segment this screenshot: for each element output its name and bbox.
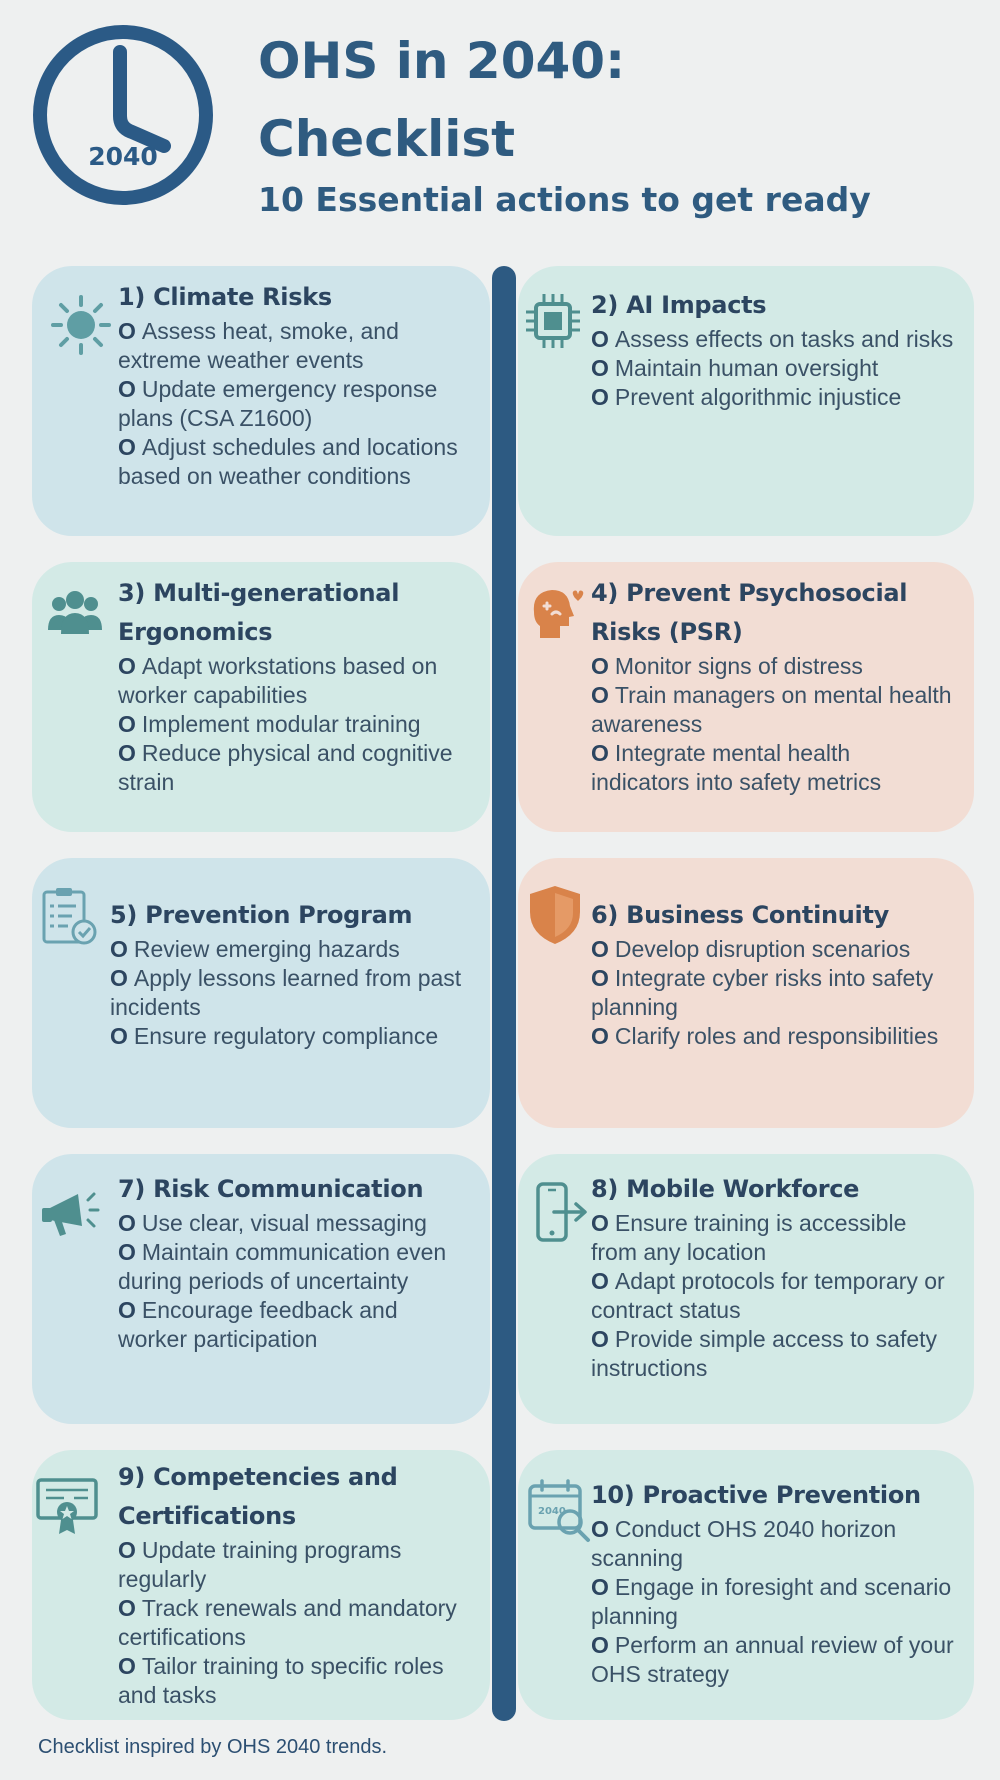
checklist-item: O Engage in foresight and scenario planning [591,1574,952,1629]
card-proactive-prevention [518,1450,974,1720]
certificate-icon [36,1476,98,1538]
checkbox-mark: O [591,1574,609,1600]
clock-logo [32,24,214,206]
checkbox-mark: O [118,376,136,402]
card-prevention-program [32,858,490,1128]
checklist-item: O Monitor signs of distress [591,653,863,679]
checklist-item: O Assess heat, smoke, and extreme weather events [118,318,399,373]
card-climate-risks [32,266,490,536]
card-competencies-certifications [32,1450,490,1720]
checklist-item: O Reduce physical and cognitive strain [118,740,453,795]
card-title: 6) Business Continuity [591,901,890,929]
checklist-item: O Prevent algorithmic injustice [591,384,902,410]
card-title: 8) Mobile Workforce [591,1175,860,1203]
clipboard-checklist-icon [38,886,100,948]
checklist-item: O Tailor training to specific roles and tasks [118,1653,444,1708]
card-title: 7) Risk Communication [118,1175,424,1203]
checklist-item: O Update emergency response plans (CSA Z1600) [118,376,438,431]
calendar-search-icon [526,1478,596,1548]
checklist-item: O Maintain human oversight [591,355,879,381]
checklist-item: O Clarify roles and responsibilities [591,1023,939,1049]
checklist-item: O Adjust schedules and locations based on weather conditions [118,434,458,489]
checkbox-mark: O [118,1297,136,1323]
checkbox-mark: O [118,711,136,737]
checkbox-mark: O [110,1023,128,1049]
checklist-item: O Update training programs regularly [118,1537,402,1592]
page-title [258,22,978,178]
checkbox-mark: O [118,1537,136,1563]
checklist-item: O Perform an annual review of your OHS strategy [591,1632,954,1687]
checkbox-mark: O [118,653,136,679]
checkbox-mark: O [110,965,128,991]
checkbox-mark: O [591,1632,609,1658]
megaphone-icon [38,1182,100,1244]
checklist-item: O Ensure regulatory compliance [110,1023,439,1049]
checkbox-mark: O [591,326,609,352]
title-line-2: Checklist [258,110,516,168]
checklist-item: O Adapt protocols for temporary or contract status [591,1268,945,1323]
checklist-item: O Use clear, visual messaging [118,1210,427,1236]
clock-icon [32,24,214,206]
checklist-item: O Adapt workstations based on worker capabilities [118,653,438,708]
checklist-item: O Integrate cyber risks into safety planning [591,965,934,1020]
checkbox-mark: O [118,318,136,344]
shield-icon [524,884,586,946]
checkbox-mark: O [591,1023,609,1049]
footer-note: Checklist inspired by OHS 2040 trends. [38,1736,388,1758]
checklist-item: O Integrate mental health indicators into safety metrics [591,740,882,795]
checklist-item: O Develop disruption scenarios [591,936,911,962]
calendar-label: 2040 [538,1506,566,1517]
card-risk-communication [32,1154,490,1424]
checkbox-mark: O [118,740,136,766]
checklist-item: O Assess effects on tasks and risks [591,326,954,352]
mobile-phone-icon [532,1182,594,1244]
sun-icon [50,294,112,356]
card-title: 1) Climate Risks [118,283,332,311]
checkbox-mark: O [118,434,136,460]
checkbox-mark: O [591,1516,609,1542]
card-psychosocial-risks [518,562,974,832]
checklist-item: O Track renewals and mandatory certifications [118,1595,457,1650]
checkbox-mark: O [591,682,609,708]
center-divider [492,266,516,1721]
checkbox-mark: O [591,384,609,410]
checklist-item: O Conduct OHS 2040 horizon scanning [591,1516,897,1571]
brain-heart-icon [524,582,586,644]
checkbox-mark: O [591,355,609,381]
checkbox-mark: O [110,936,128,962]
chip-icon [522,290,584,352]
card-title: 5) Prevention Program [110,901,413,929]
checkbox-mark: O [591,1268,609,1294]
card-mobile-workforce [518,1154,974,1424]
checkbox-mark: O [591,740,609,766]
card-ai-impacts [518,266,974,536]
checkbox-mark: O [591,1326,609,1352]
checklist-item: O Review emerging hazards [110,936,400,962]
checkbox-mark: O [591,936,609,962]
checklist-item: O Encourage feedback and worker participation [118,1297,398,1352]
title-line-1: OHS in 2040: [258,32,626,90]
people-group-icon [44,584,106,646]
card-title: 3) Multi-generational Ergonomics [118,579,400,646]
checkbox-mark: O [118,1239,136,1265]
checkbox-mark: O [118,1653,136,1679]
checkbox-mark: O [591,965,609,991]
checkbox-mark: O [591,1210,609,1236]
page-subtitle: 10 Essential actions to get ready [258,180,871,219]
checklist-item: O Maintain communication even during periods of uncertainty [118,1239,447,1294]
card-title: 9) Competencies and Certifications [118,1463,398,1530]
checkbox-mark: O [118,1210,136,1236]
card-title: 4) Prevent Psychosocial Risks (PSR) [591,579,908,646]
checkbox-mark: O [118,1595,136,1621]
checklist-item: O Train managers on mental health awareness [591,682,952,737]
card-multi-generational-ergonomics [32,562,490,832]
card-title: 10) Proactive Prevention [591,1481,921,1509]
checklist-item: O Ensure training is accessible from any location [591,1210,907,1265]
checklist-item: O Apply lessons learned from past incidents [110,965,462,1020]
checklist-item: O Provide simple access to safety instructions [591,1326,938,1381]
card-title: 2) AI Impacts [591,291,767,319]
checkbox-mark: O [591,653,609,679]
checklist-item: O Implement modular training [118,711,421,737]
logo-year: 2040 [88,142,158,171]
card-business-continuity [518,858,974,1128]
